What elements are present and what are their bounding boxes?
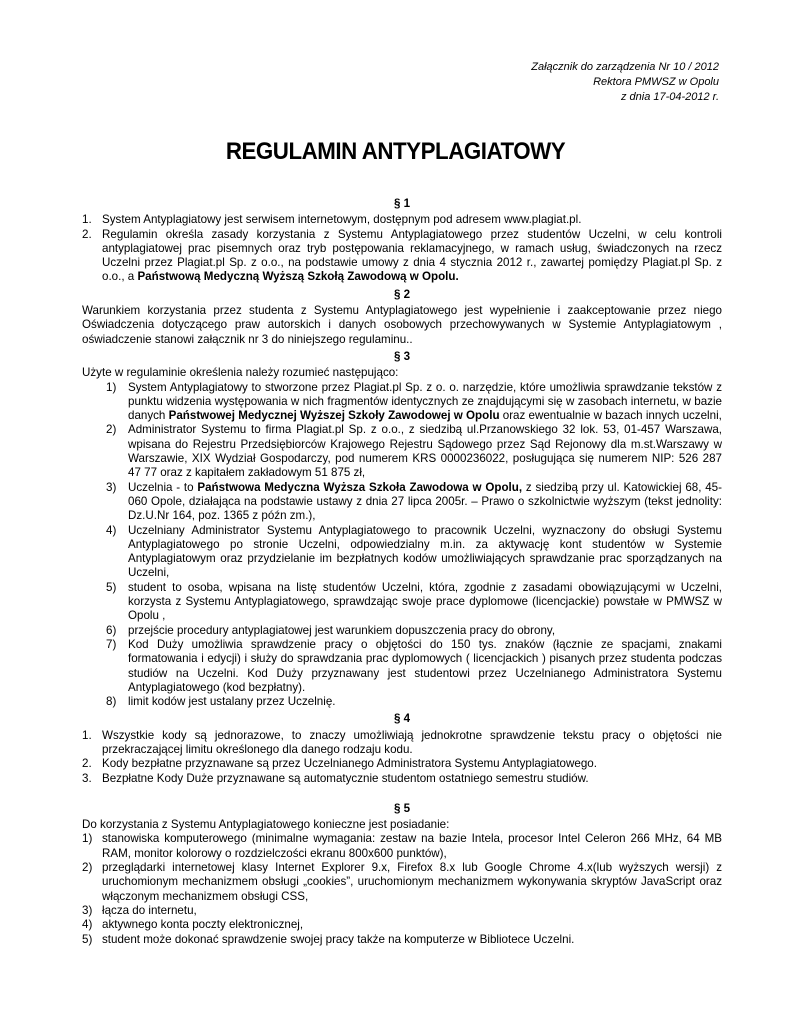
list-text: aktywnego konta poczty elektronicznej,: [102, 918, 304, 932]
list-text: Kody bezpłatne przyznawane są przez Uczelnianego Administratora Systemu Antyplagiatowego.: [102, 757, 597, 771]
list-text: student może dokonać sprawdzenie swojej pracy także na komputerze w Bibliotece Uczelni.: [102, 932, 575, 946]
list-number: 3): [106, 480, 117, 494]
list-text-bold: Państwową Medyczną Wyższą Szkołą Zawodową w Opolu.: [137, 270, 459, 284]
list-text: limit kodów jest ustalany przez Uczelnię.: [128, 695, 336, 709]
list-item: [82, 729, 722, 758]
list-item: [82, 213, 722, 227]
list-number: 2): [106, 423, 117, 437]
list-text: Kod Duży umożliwia sprawdzenie pracy o objętości do 150 tys. znaków (łącznie ze spacjami, znakami formatowania i edycji) i służy do sprawdzania prac dyplomowych ( licencjackich ) pisanych przez studenta podczas studiów na Uczelni. Kod Duży przyznawany jest studentowi przez Uczelnianego Administratora Systemu Antyplagiatowego (kod bezpłatny).: [128, 637, 722, 694]
list-item: [82, 228, 722, 285]
section-4-heading: § 4: [393, 712, 411, 726]
list-text-bold: Państwowa Medyczna Wyższa Szkoła Zawodowa w Opolu,: [197, 480, 523, 494]
list-number: 4): [82, 918, 93, 932]
list-number: 1): [106, 380, 117, 394]
list-item: [82, 933, 722, 947]
attachment-note: [531, 60, 719, 105]
section-3-heading: § 3: [393, 349, 411, 363]
attachment-line-2: Rektora PMWSZ w Opolu: [593, 76, 719, 88]
section-2-heading: § 2: [393, 287, 411, 301]
list-text-tail: z siedzibą przy ul. Katowickiej 68, 45-060 Opole, działająca na podstawie ustawy z dnia 27 lipca 2005r. – Prawo o szkolnictwie wyższym (tekst jednolity: Dz.U.Nr 164, poz. 1365 z późn zm.),: [128, 480, 722, 523]
list-text: przejście procedury antyplagiatowej jest warunkiem dopuszczenia pracy do obrony,: [128, 623, 556, 637]
list-text: stanowiska komputerowego (minimalne wymagania: zestaw na bazie Intela, procesor Intel Celeron 266 MHz, 64 MB RAM, monitor kolorowy o rozdzielczości ekranu 800x600 punktów),: [102, 832, 722, 860]
section-2-text: Warunkiem korzystania przez studenta z Systemu Antyplagiatowego jest wypełnienie i zaakceptowanie przez niego Oświadczenia dotyczącego praw autorskich i danych osobowych przechowywanych w Systemie Antyplagiatowym , oświadczenie stanowi załącznik nr 3 do niniejszego regulaminu..: [82, 304, 722, 346]
list-text: student to osoba, wpisana na listę studentów Uczelni, która, zgodnie z zasadami obowiązującymi w Uczelni, korzysta z Systemu Antyplagiatowego, sprawdzając swoje prace dyplomowe (licencjackie) powstałe w PMWSZ w Opolu ,: [128, 580, 722, 623]
list-number: 3): [82, 903, 93, 917]
document-title: REGULAMIN ANTYPLAGIATOWY: [225, 138, 566, 165]
section-4-list: [82, 729, 722, 786]
list-item: [82, 772, 722, 786]
list-number: 3.: [82, 771, 92, 785]
list-text: Bezpłatne Kody Duże przyznawane są automatycznie studentom ostatniego semestru studiów.: [102, 771, 589, 785]
document-body: [82, 194, 722, 947]
list-number: 2): [82, 861, 93, 875]
list-text: Wszystkie kody są jednorazowe, to znaczy umożliwiają jednokrotne sprawdzenie tekstu pracy o objętości nie przekraczającej limitu określonego dla danego rodzaju kodu.: [102, 728, 722, 756]
section-3-list: [82, 381, 722, 710]
list-item: [82, 638, 722, 695]
list-item: [82, 757, 722, 771]
list-number: 2.: [82, 757, 92, 771]
section-1-list: [82, 213, 722, 284]
list-item: [82, 904, 722, 918]
list-text: Uczelnia - to: [128, 480, 198, 494]
list-number: 5): [82, 932, 93, 946]
list-text: Uczelniany Administrator Systemu Antyplagiatowego to pracownik Uczelni, wyznaczony do obsługi Systemu Antyplagiatowego po stronie Uczelni, odpowiedzialny m.in. za aktywację kont studentów w Systemie Antyplagiatowym oraz przydzielanie im bezpłatnych kodów umożliwiających sprawdzanie prac sporządzanych na Uczelni,: [128, 523, 722, 580]
list-item: [82, 918, 722, 932]
list-text: System Antyplagiatowy to stworzone przez Plagiat.pl Sp. z o. o. narzędzie, które umożliwia sprawdzanie tekstów z punktu widzenia występowania w nich fragmentów identycznych ze znajdującymi się w zasobach internetu, w bazie danych: [128, 380, 722, 423]
list-text-tail: oraz ewentualnie w bazach innych uczelni,: [499, 409, 722, 423]
list-number: 5): [106, 580, 117, 594]
list-item: [82, 832, 722, 861]
list-number: 4): [106, 523, 117, 537]
attachment-line-3: z dnia 17-04-2012 r.: [620, 91, 719, 103]
list-number: 2.: [82, 227, 92, 241]
list-number: 1): [82, 832, 93, 846]
list-text: przeglądarki internetowej klasy Internet Explorer 9.x, Firefox 8.x lub Google Chrome 4.x(lub wyższych wersji) z uruchomionym mechanizmem obsługi „cookies”, uruchomionym mechanizmem wykonywania skryptów JavaScript oraz włączonym mechanizmem obsługi CSS,: [102, 861, 722, 903]
section-3-intro: Użyte w regulaminie określenia należy rozumieć następująco:: [82, 366, 399, 380]
list-item: [82, 695, 722, 709]
list-item: [82, 381, 722, 424]
list-number: 1.: [82, 728, 92, 742]
section-5-heading: § 5: [393, 801, 411, 815]
section-5-intro: Do korzystania z Systemu Antyplagiatowego konieczne jest posiadanie:: [82, 818, 450, 832]
list-item: [82, 524, 722, 581]
list-item: [82, 423, 722, 480]
list-text-bold: Państwowej Medycznej Wyższej Szkoły Zawodowej w Opolu: [168, 409, 500, 423]
list-text: Administrator Systemu to firma Plagiat.pl Sp. z o.o., z siedzibą ul.Przanowskiego 32 lok. 53, 01-457 Warszawa, wpisana do Rejestru Przedsiębiorców Krajowego Rejestru Sądowego przez Sąd Rejonowy dla m.st.Warszawy w Warszawie, XIX Wydział Gospodarczy, pod numerem KRS 0000236022, posługująca się numerem NIP: 526 287 47 77 oraz z kapitałem zakładowym 51 875 zł,: [128, 423, 722, 480]
list-number: 8): [106, 695, 117, 709]
attachment-line-1: Załącznik do zarządzenia Nr 10 / 2012: [531, 61, 719, 73]
list-text: Regulamin określa zasady korzystania z Systemu Antyplagiatowego przez studentów Uczelni, w celu kontroli antyplagiatowej prac pisemnych oraz tryb postępowania reklamacyjnego, w ramach usług, świadczonych na rzecz Uczelni przez Plagiat.pl Sp. z o.o., na podstawie umowy z dnia 4 stycznia 2012 r., zawartej pomiędzy Plagiat.pl Sp. z o.o., a: [102, 227, 722, 284]
list-item: [82, 481, 722, 524]
section-1-heading: § 1: [393, 197, 411, 210]
section-5-list: [82, 832, 722, 946]
list-item: [82, 624, 722, 638]
list-number: 7): [106, 637, 117, 651]
list-item: [82, 861, 722, 904]
list-number: 6): [106, 623, 117, 637]
list-text: łącza do internetu,: [102, 903, 197, 917]
list-text: System Antyplagiatowy jest serwisem internetowym, dostępnym pod adresem www.plagiat.pl.: [102, 213, 582, 227]
list-item: [82, 581, 722, 624]
list-number: 1.: [82, 213, 92, 227]
